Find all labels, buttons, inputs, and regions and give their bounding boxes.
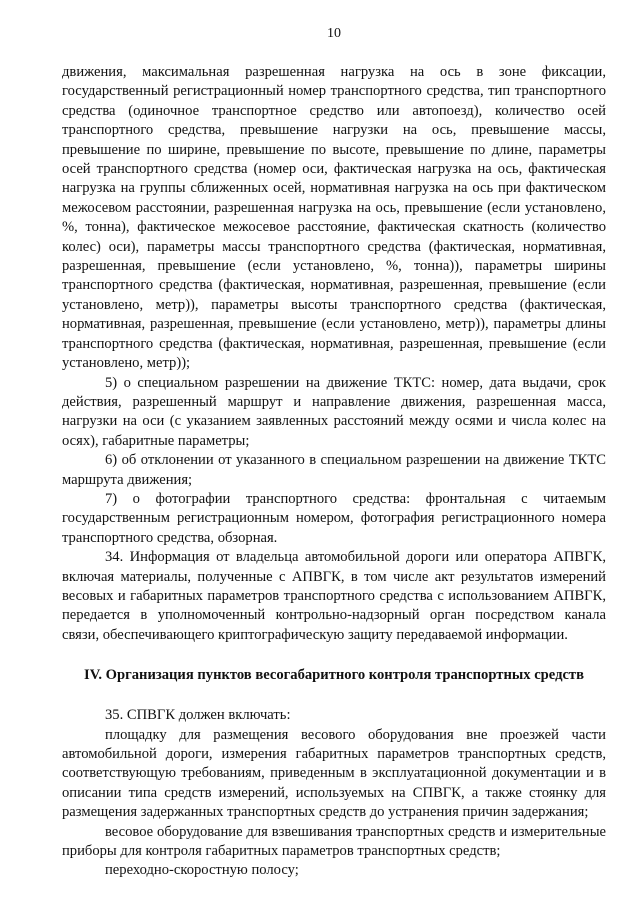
paragraph: площадку для размещения весового оборудования вне проезжей части автомобильной дороги, измерения габаритных параметров транспортных средств, соответствующую требованиям, приведенным в эксплуатационной документации и в описании типа средств измерений, используемых на СПВГК, а также стоянку для размещения задержанных транспортных средств до устранения причин задержания; bbox=[62, 726, 606, 821]
paragraph: движения, максимальная разрешенная нагрузка на ось в зоне фиксации, государственный регистрационный номер транспортного средства, тип транспортного средства (одиночное транспортное средство или автопоезд), количество осей транспортного средства, превышение нагрузки на ось, превышение массы, превышение по ширине, превышение по высоте, превышение по длине, параметры осей транспортного средства (номер оси, фактическая нагрузка на ось, фактическая нагрузка на группы сближенных осей, нормативная нагрузка на ось при фактическом межосевом расстоянии, разрешенная нагрузка на ось, превышение (если установлено, %, тонна), фактическое межосевое расстояние, фактическая скатность (количество колес) оси), параметры массы транспортного средства (фактическая, нормативная, разрешенная, превышение (если установлено, %, тонна)), параметры ширины транспортного средства (фактическая, нормативная, разрешенная, превышение (если установлено, метр)), параметры высоты транспортного средства (фактическая, нормативная, разрешенная, превышение (если установлено, метр)), параметры длины транспортного средства (фактическая, нормативная, разрешенная, превышение (если установлено, метр)); bbox=[62, 64, 606, 372]
paragraph: 6) об отклонении от указанного в специальном разрешении на движение ТКТС маршрута движения; bbox=[62, 452, 606, 488]
body-text-bottom bbox=[62, 706, 606, 881]
body-text-top bbox=[62, 63, 606, 645]
paragraph: весовое оборудование для взвешивания транспортных средств и измерительные приборы для контроля габаритных параметров транспортных средств; bbox=[62, 823, 606, 860]
section-heading: IV. Организация пунктов весогабаритного контроля транспортных средств bbox=[84, 667, 584, 684]
paragraph: 7) о фотографии транспортного средства: фронтальная с читаемым государственным регистрационным номером, фотография регистрационного номера транспортного средства, обзорная. bbox=[62, 490, 606, 546]
paragraph: 34. Информация от владельца автомобильной дороги или оператора АПВГК, включая материалы, полученные с АПВГК, в том числе акт результатов измерений весовых и габаритных параметров транспортного средства с использованием АПВГК, передается в уполномоченный контрольно-надзорный орган посредством канала связи, обеспечивающего криптографическую защиту передаваемой информации. bbox=[62, 549, 606, 643]
page-number: 10 bbox=[327, 26, 341, 41]
paragraph: переходно-скоростную полосу; bbox=[105, 862, 299, 879]
paragraph: 5) о специальном разрешении на движение ТКТС: номер, дата выдачи, срок действия, разрешенный маршрут и направление движения, разрешенная масса, нагрузки на оси (с указанием заявленных расстояний между осями и числа колес на осях), габаритные параметры; bbox=[62, 374, 606, 449]
paragraph: 35. СПВГК должен включать: bbox=[105, 707, 291, 724]
